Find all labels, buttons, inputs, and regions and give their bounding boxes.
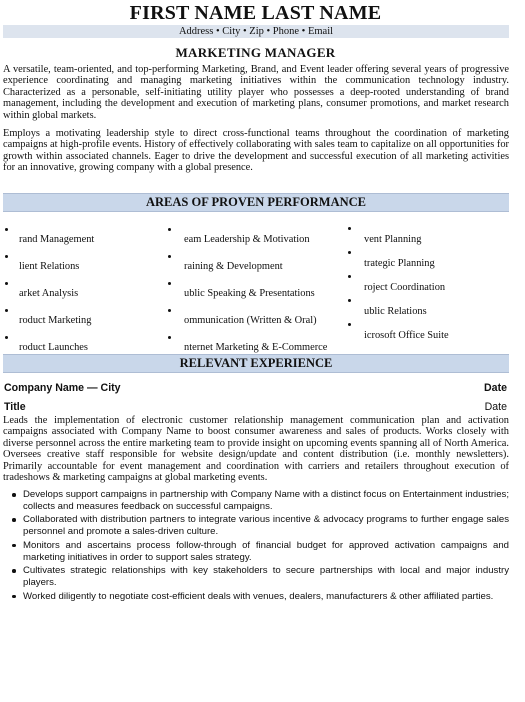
achievement-text: Monitors and ascertains process follow-through of financial budget for approved activation campaigns and marketing initiatives in order to support sales strategy. xyxy=(23,539,509,563)
bullet-dot-icon xyxy=(168,228,171,231)
achievement-text: Collaborated with distribution partners to integrate various incentive & advocacy programs to further engage sales personnel and promote a sales-driven culture. xyxy=(23,514,509,538)
list-item xyxy=(12,540,509,563)
bullet-dot-icon xyxy=(5,336,8,339)
bullet-dot-icon xyxy=(12,493,16,497)
skill-item: roduct Launches xyxy=(19,342,88,353)
experience-section-header xyxy=(3,354,509,373)
skill-item: rand Management xyxy=(19,234,95,245)
bullet-dot-icon xyxy=(348,227,351,230)
skill-item: eam Leadership & Motivation xyxy=(184,234,310,245)
skill-item: ommunication (Written & Oral) xyxy=(184,315,317,326)
bullet-dot-icon xyxy=(12,518,16,522)
bullet-dot-icon xyxy=(348,299,351,302)
bullet-dot-icon xyxy=(348,323,351,326)
company-date: Date xyxy=(484,382,507,394)
bullet-dot-icon xyxy=(168,255,171,258)
skill-item: vent Planning xyxy=(364,234,422,245)
skill-item: arket Analysis xyxy=(19,288,79,299)
skill-item: icrosoft Office Suite xyxy=(364,330,449,341)
skill-item: raining & Development xyxy=(184,261,283,272)
candidate-name: FIRST NAME LAST NAME xyxy=(129,2,382,24)
bullet-dot-icon xyxy=(168,309,171,312)
achievement-text: Cultivates strategic relationships with key stakeholders to secure partnerships with local and major industry players. xyxy=(23,565,509,589)
role-description: Leads the implementation of electronic customer relationship management communication plan and activation campaigns associated with Company Name to boost consumer awareness and sales of products. Works closely with diverse personnel across the entire marketing team to provide insight on upcoming events spanning all of North America. Oversees creative staff responsible for website design/update and content distribution (i.e. monthly newsletters). Primarily accountable for event management and coordination with carriers and retailers throughout execution of tradeshows & marketing campaigns at global marketing events. xyxy=(3,415,509,484)
list-item xyxy=(12,514,509,537)
bullet-dot-icon xyxy=(5,282,8,285)
skills-section-title: AREAS OF PROVEN PERFORMANCE xyxy=(145,195,367,209)
skill-item: ublic Speaking & Presentations xyxy=(184,288,315,299)
summary-paragraph-2: Employs a motivating leadership style to direct cross-functional teams throughout the coordination of marketing campaigns at high-profile events. History of effectively collaborating with sales team to capitalize on all opportunities for growth within associated channels. Eager to drive the development and successful execution of all marketing activities for an innovative, growing company with a global presence. xyxy=(3,128,509,174)
skill-item: ublic Relations xyxy=(364,306,427,317)
bullet-dot-icon xyxy=(5,255,8,258)
skill-item: roduct Marketing xyxy=(19,315,92,326)
contact-line: Address • City • Zip • Phone • Email xyxy=(3,25,509,38)
skill-item: trategic Planning xyxy=(364,258,435,269)
bullet-dot-icon xyxy=(5,309,8,312)
list-item xyxy=(12,565,509,588)
skill-item: lient Relations xyxy=(19,261,80,272)
list-item xyxy=(12,591,509,603)
bullet-dot-icon xyxy=(348,251,351,254)
achievement-list xyxy=(12,489,509,605)
experience-section-title: RELEVANT EXPERIENCE xyxy=(179,356,333,370)
bullet-dot-icon xyxy=(168,282,171,285)
skills-section-header xyxy=(3,193,509,212)
job-title: MARKETING MANAGER xyxy=(175,45,336,60)
bullet-dot-icon xyxy=(12,544,16,548)
skill-item: roject Coordination xyxy=(364,282,446,293)
bullet-dot-icon xyxy=(12,595,16,599)
bullet-dot-icon xyxy=(5,228,8,231)
achievement-text: Develops support campaigns in partnership with Company Name with a distinct focus on Entertainment industries; collects and measures feedback on successful campaigns. xyxy=(23,489,509,512)
achievement-text: Worked diligently to negotiate cost-efficient deals with venues, dealers, manufacturers & other affiliated parties. xyxy=(23,590,494,602)
bullet-dot-icon xyxy=(348,275,351,278)
role-date: Date xyxy=(484,401,507,413)
role-title: Title xyxy=(4,401,26,413)
skill-item: nternet Marketing & E-Commerce xyxy=(184,342,328,353)
summary-paragraph-1: A versatile, team-oriented, and top-performing Marketing, Brand, and Event leader offering several years of progressive experience coordinating and managing marketing initiatives within the communication technology industry. Characterized as a personable, self-initiating utility player who possesses a deep-rooted understanding of brand management, including the development and execution of marketing plans, consumer promotions, and market research within global markets. xyxy=(3,64,509,121)
bullet-dot-icon xyxy=(12,569,16,573)
company-name: Company Name — City xyxy=(4,382,121,394)
bullet-dot-icon xyxy=(168,336,171,339)
list-item xyxy=(12,489,509,512)
